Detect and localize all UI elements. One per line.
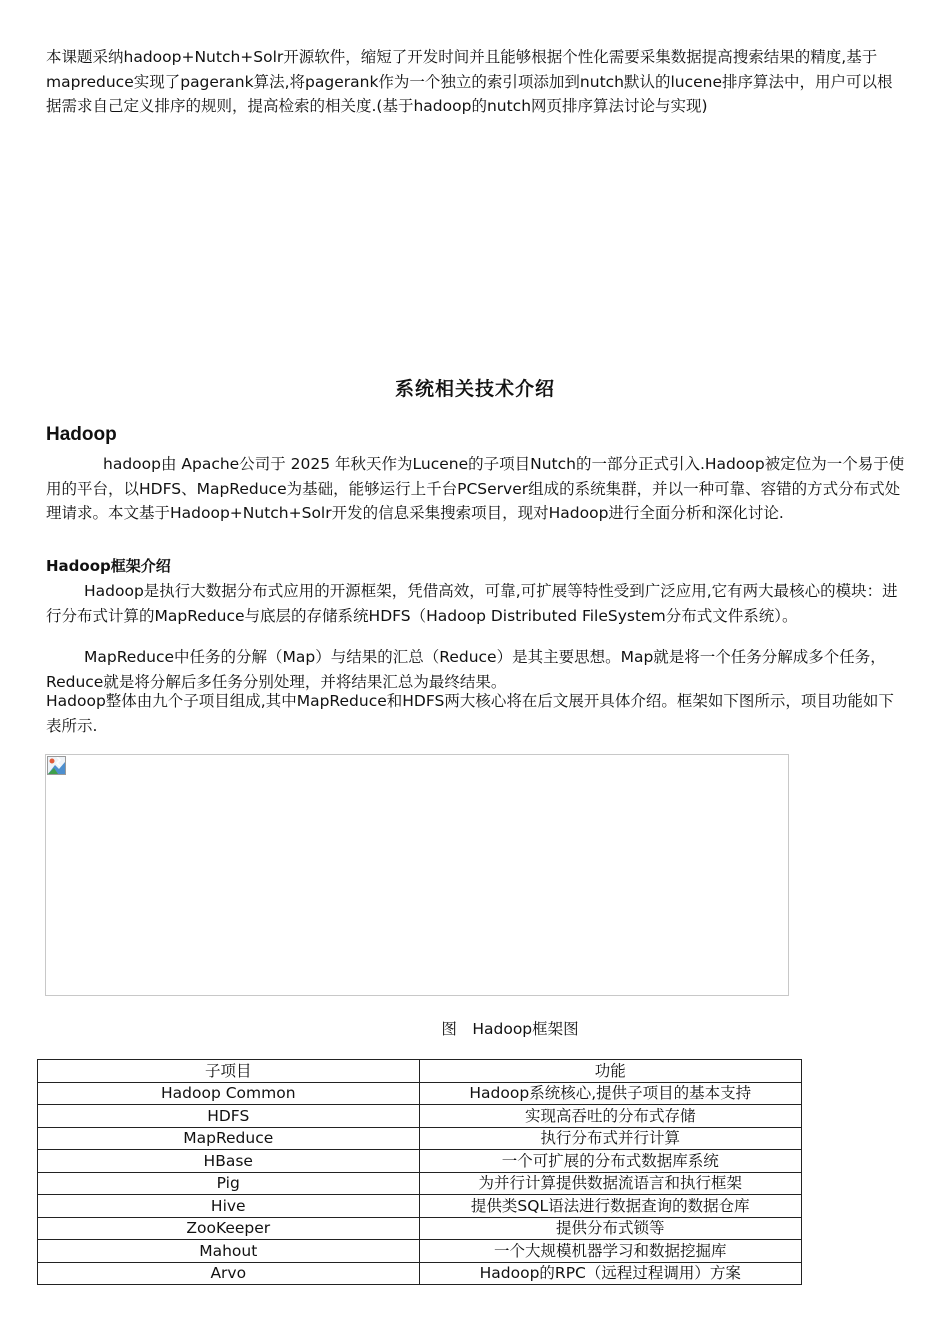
hadoop-heading: Hadoop — [46, 424, 117, 445]
hadoop-paragraph: hadoop由 Apache公司于 2025 年秋天作为Lucene的子项目Nutch的一部分正式引入.Hadoop被定位为一个易于使用的平台，以HDFS、MapReduce为基础，能够运行上千台PCServer组成的系统集群，并以一种可靠、容错的方式分布式处理请求。本文基于Hadoop+Nutch+Solr开发的信息采集搜索项目，现对Hadoop进行全面分析和深化讨论. — [46, 455, 905, 522]
table-row — [38, 1195, 802, 1218]
hadoop-framework-figure — [45, 754, 789, 996]
table-header-row — [38, 1060, 802, 1083]
function-cell: Hadoop的RPC（远程过程调用）方案 — [419, 1262, 801, 1285]
figure-caption: 图 Hadoop框架图 — [441, 1020, 579, 1038]
framework-paragraph-3: Hadoop整体由九个子项目组成,其中MapReduce和HDFS两大核心将在后文展开具体介绍。框架如下图所示，项目功能如下表所示. — [46, 692, 894, 735]
function-cell: Hadoop系统核心,提供子项目的基本支持 — [419, 1082, 801, 1105]
subproject-cell: Pig — [38, 1172, 420, 1195]
table-header-subproject: 子项目 — [38, 1060, 420, 1083]
table-row — [38, 1127, 802, 1150]
table-row — [38, 1172, 802, 1195]
subproject-cell: Arvo — [38, 1262, 420, 1285]
table-row — [38, 1240, 802, 1263]
subproject-cell: Hive — [38, 1195, 420, 1218]
broken-image-icon — [47, 756, 66, 775]
subproject-cell: ZooKeeper — [38, 1217, 420, 1240]
framework-heading: Hadoop框架介绍 — [46, 557, 171, 575]
framework-paragraph-2: MapReduce中任务的分解（Map）与结果的汇总（Reduce）是其主要思想。Map就是将一个任务分解成多个任务，Reduce就是将分解后多任务分别处理，并将结果汇总为最终结果。 — [46, 648, 886, 691]
table-row — [38, 1150, 802, 1173]
function-cell: 执行分布式并行计算 — [419, 1127, 801, 1150]
function-cell: 一个大规模机器学习和数据挖掘库 — [419, 1240, 801, 1263]
subproject-cell: Mahout — [38, 1240, 420, 1263]
function-cell: 一个可扩展的分布式数据库系统 — [419, 1150, 801, 1173]
function-cell: 为并行计算提供数据流语言和执行框架 — [419, 1172, 801, 1195]
function-cell: 提供分布式锁等 — [419, 1217, 801, 1240]
table-row — [38, 1105, 802, 1128]
function-cell: 实现高吞吐的分布式存储 — [419, 1105, 801, 1128]
table-row — [38, 1082, 802, 1105]
section-title: 系统相关技术介绍 — [394, 378, 555, 400]
table-row — [38, 1217, 802, 1240]
subproject-cell: MapReduce — [38, 1127, 420, 1150]
subproject-cell: HDFS — [38, 1105, 420, 1128]
table-header-function: 功能 — [419, 1060, 801, 1083]
intro-paragraph: 本课题采纳hadoop+Nutch+Solr开源软件，缩短了开发时间并且能够根据个性化需要采集数据提高搜索结果的精度,基于mapreduce实现了pagerank算法,将pagerank作为一个独立的索引项添加到nutch默认的lucene排序算法中，用户可以根据需求自己定义排序的规则，提高检索的相关度.(基于hadoop的nutch网页排序算法讨论与实现) — [46, 48, 893, 115]
subproject-cell: HBase — [38, 1150, 420, 1173]
subproject-table — [37, 1059, 802, 1285]
table-row — [38, 1262, 802, 1285]
framework-paragraph-1: Hadoop是执行大数据分布式应用的开源框架，凭借高效，可靠,可扩展等特性受到广泛应用,它有两大最核心的模块：进行分布式计算的MapReduce与底层的存储系统HDFS（Hadoop Distributed FileSystem分布式文件系统）。 — [46, 582, 898, 625]
subproject-cell: Hadoop Common — [38, 1082, 420, 1105]
function-cell: 提供类SQL语法进行数据查询的数据仓库 — [419, 1195, 801, 1218]
